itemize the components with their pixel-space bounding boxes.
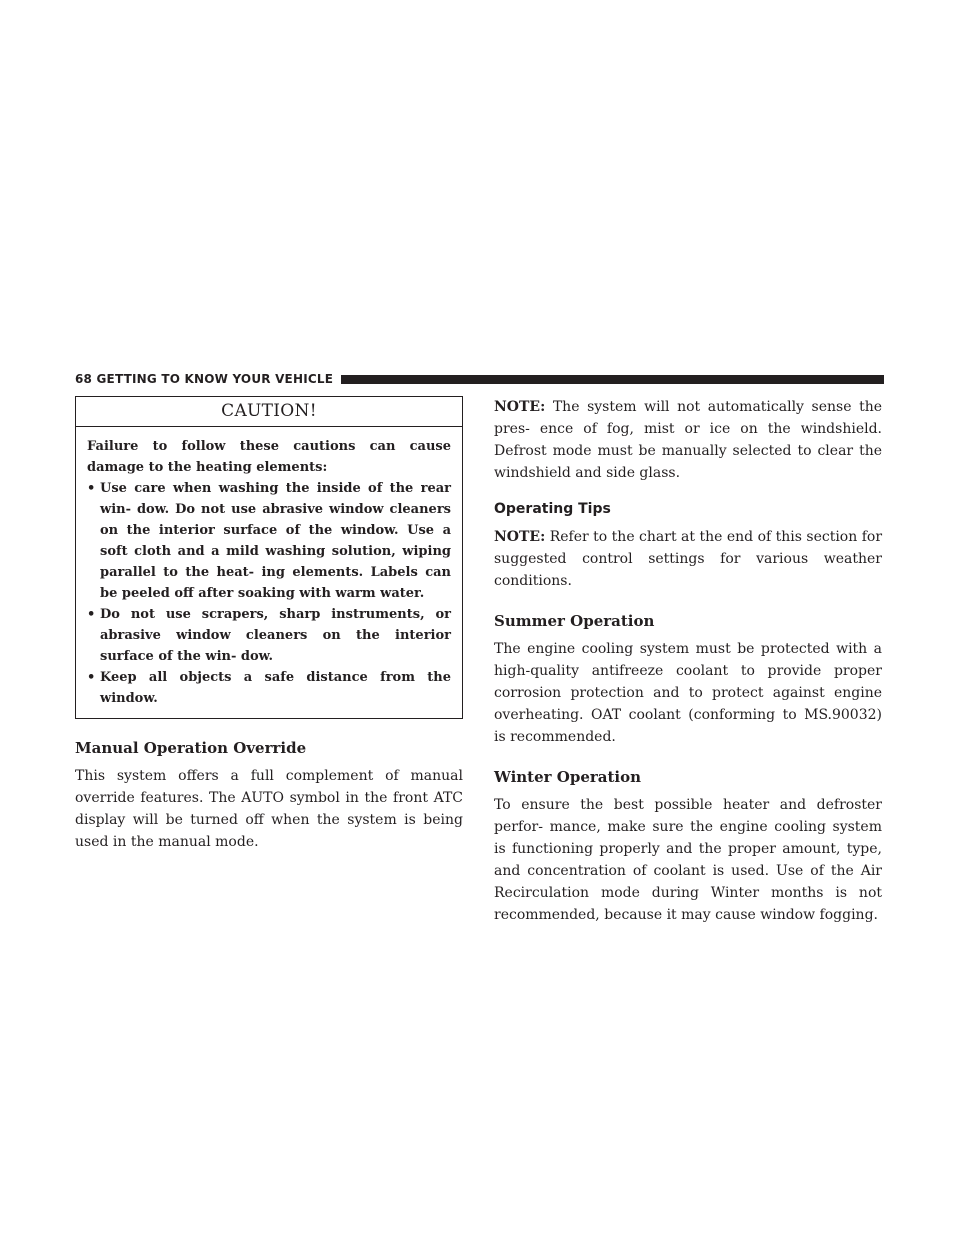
winter-operation-heading: Winter Operation <box>494 768 642 786</box>
header-rule <box>341 375 884 384</box>
manual-override-text: This system offers a full complement of manual override features. The AUTO symbol in the front ATC display will be turned off when the system is being used in the manual mode. <box>75 768 463 850</box>
caution-intro: Failure to follow these cautions can cause damage to the heating elements: <box>87 439 451 475</box>
caution-box <box>75 396 463 719</box>
caution-body <box>76 427 462 718</box>
note-label: NOTE: <box>494 529 546 545</box>
caution-item-text: Do not use scrapers, sharp instruments, or abrasive window cleaners on the interior surface of the win- dow. <box>100 607 451 664</box>
caution-list <box>87 478 451 709</box>
bullet-icon: • <box>87 607 96 622</box>
caution-title: CAUTION! <box>76 397 462 427</box>
caution-item-text: Keep all objects a safe distance from the window. <box>100 670 451 706</box>
page-header-label <box>75 372 341 386</box>
defrost-note <box>494 396 882 484</box>
right-column <box>494 396 882 926</box>
winter-operation-text: To ensure the best possible heater and defroster perfor- mance, make sure the engine cooling system is functioning properly and the proper amount, type, and concentration of coolant is used. Use of the Air Recirculation mode during Winter months is not recommended, because it may cause window fogging. <box>494 797 882 923</box>
left-column <box>75 396 463 853</box>
caution-item <box>87 478 451 604</box>
defrost-note-text: The system will not automatically sense the pres- ence of fog, mist or ice on the windshield. Defrost mode must be manually selected to clear the windshield and side glass. <box>494 399 883 481</box>
operating-tips-note-text: Refer to the chart at the end of this section for suggested control settings for various weather conditions. <box>494 529 883 589</box>
page-number: 68 <box>75 372 93 386</box>
operating-tips-heading: Operating Tips <box>494 501 611 517</box>
bullet-icon: • <box>87 481 96 496</box>
note-label: NOTE: <box>494 399 546 415</box>
page-header <box>75 371 884 387</box>
summer-operation-heading: Summer Operation <box>494 612 655 630</box>
summer-operation-text: The engine cooling system must be protected with a high-quality antifreeze coolant to provide proper corrosion protection and to protect against engine overheating. OAT coolant (conforming to MS.90032) is recommended. <box>494 641 882 745</box>
manual-override-heading: Manual Operation Override <box>75 739 307 757</box>
caution-item <box>87 667 451 709</box>
bullet-icon: • <box>87 670 96 685</box>
operating-tips-note <box>494 526 882 592</box>
caution-item-text: Use care when washing the inside of the rear win- dow. Do not use abrasive window cleaners on the interior surface of the window. Use a soft cloth and a mild washing solution, wiping parallel to the heat- ing elements. Labels can be peeled off after soaking with warm water. <box>100 481 451 601</box>
caution-item <box>87 604 451 667</box>
section-title: GETTING TO KNOW YOUR VEHICLE <box>96 372 334 386</box>
